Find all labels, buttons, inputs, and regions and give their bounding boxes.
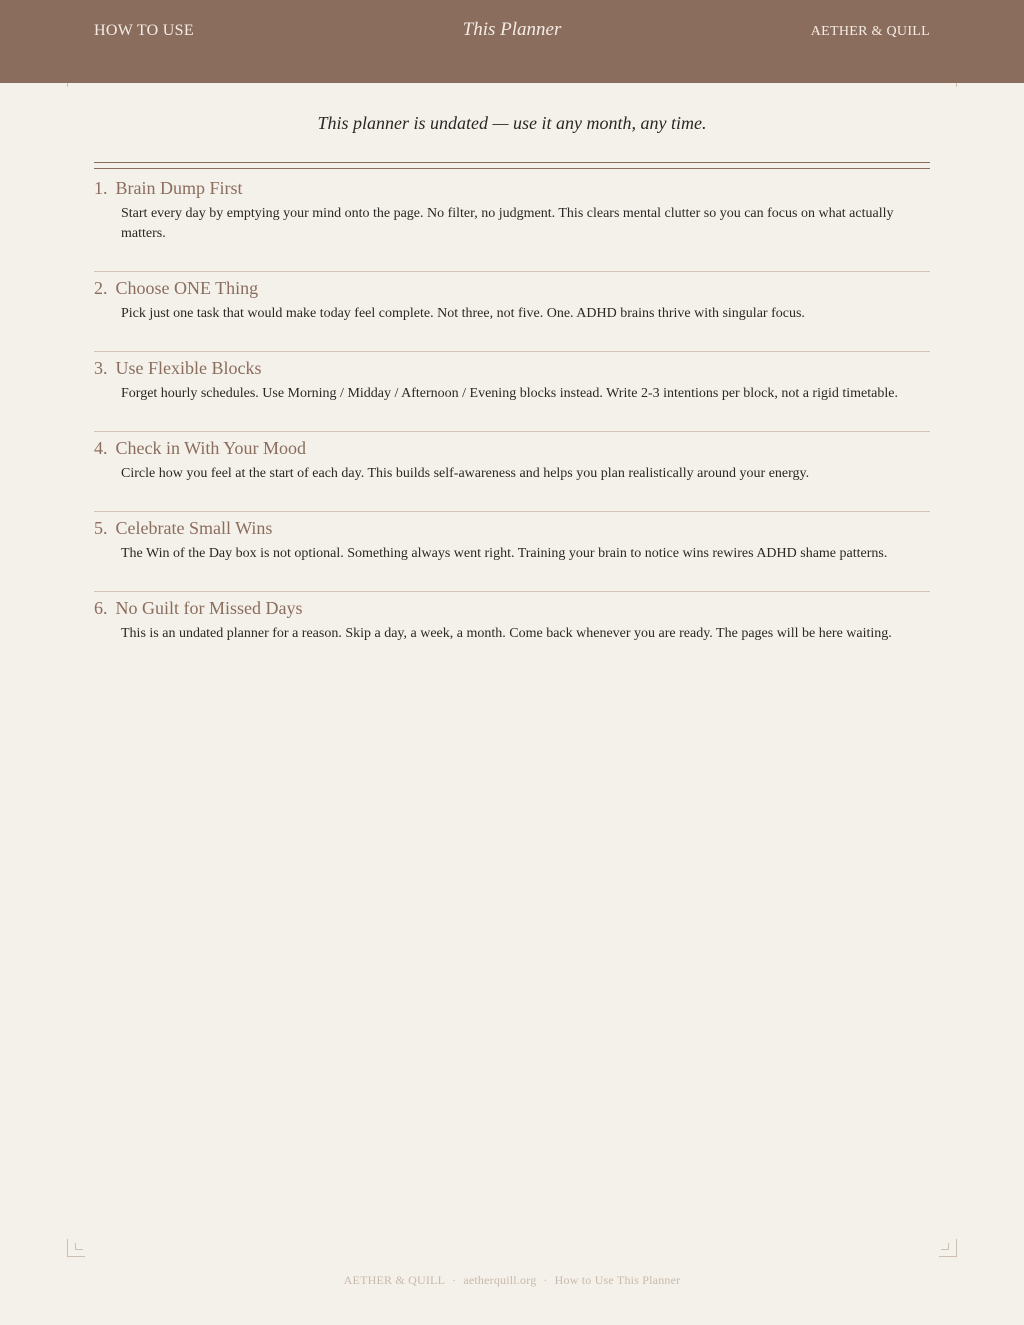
step-number: 3. <box>94 358 108 378</box>
step-title: Choose ONE Thing <box>115 278 259 298</box>
step-divider <box>94 351 930 352</box>
header-title: This Planner <box>462 19 562 40</box>
step-item <box>94 276 930 352</box>
step-heading <box>94 176 930 200</box>
step-description: This is an undated planner for a reason. Skip a day, a week, a month. Come back whenever you are ready. The pages will be here waiting. <box>121 626 892 641</box>
corner-mark-bottom-right <box>939 1239 957 1257</box>
step-item <box>94 516 930 592</box>
footer-url: aetherquill.org <box>463 1273 537 1287</box>
corner-mark-bottom-left <box>67 1239 85 1257</box>
step-number: 6. <box>94 598 108 618</box>
step-description: Forget hourly schedules. Use Morning / Midday / Afternoon / Evening blocks instead. Write 2-3 intentions per block, not a rigid timetable. <box>121 386 898 401</box>
step-description: Start every day by emptying your mind onto the page. No filter, no judgment. This clears mental clutter so you can focus on what actually matters. <box>121 206 894 241</box>
step-divider <box>94 271 930 272</box>
step-item <box>94 356 930 432</box>
step-description: Circle how you feel at the start of each day. This builds self-awareness and helps you plan realistically around your energy. <box>121 466 810 481</box>
step-heading <box>94 516 930 540</box>
step-number: 5. <box>94 518 108 538</box>
footer-page-name: How to Use This Planner <box>554 1273 681 1287</box>
step-heading <box>94 356 930 380</box>
step-divider <box>94 511 930 512</box>
step-heading <box>94 436 930 460</box>
steps-list <box>94 176 930 644</box>
page-subtitle: This planner is undated — use it any month, any time. <box>317 113 707 133</box>
step-title: Check in With Your Mood <box>115 438 306 458</box>
step-number: 2. <box>94 278 108 298</box>
step-description: The Win of the Day box is not optional. Something always went right. Training your brain to notice wins rewires ADHD shame patterns. <box>121 546 888 561</box>
step-item <box>94 176 930 272</box>
step-heading <box>94 276 930 300</box>
step-title: Celebrate Small Wins <box>115 518 273 538</box>
step-heading <box>94 596 930 620</box>
frame-tick-left <box>67 83 68 87</box>
page-footer <box>0 1273 1024 1288</box>
step-description: Pick just one task that would make today feel complete. Not three, not five. One. ADHD brains thrive with singular focus. <box>121 306 805 321</box>
step-divider <box>94 431 930 432</box>
step-divider <box>94 591 930 592</box>
footer-separator: · <box>543 1273 548 1287</box>
header-brand: AETHER & QUILL <box>810 24 930 39</box>
step-title: Use Flexible Blocks <box>115 358 262 378</box>
step-title: Brain Dump First <box>115 178 243 198</box>
step-number: 4. <box>94 438 108 458</box>
page-header <box>0 0 1024 83</box>
frame-tick-right <box>956 83 957 87</box>
footer-separator: · <box>452 1273 457 1287</box>
step-item <box>94 436 930 512</box>
step-number: 1. <box>94 178 108 198</box>
footer-brand: AETHER & QUILL <box>343 1273 446 1287</box>
step-item <box>94 596 930 644</box>
header-section-label: HOW TO USE <box>94 22 194 39</box>
step-title: No Guilt for Missed Days <box>115 598 303 618</box>
double-divider <box>94 162 930 169</box>
